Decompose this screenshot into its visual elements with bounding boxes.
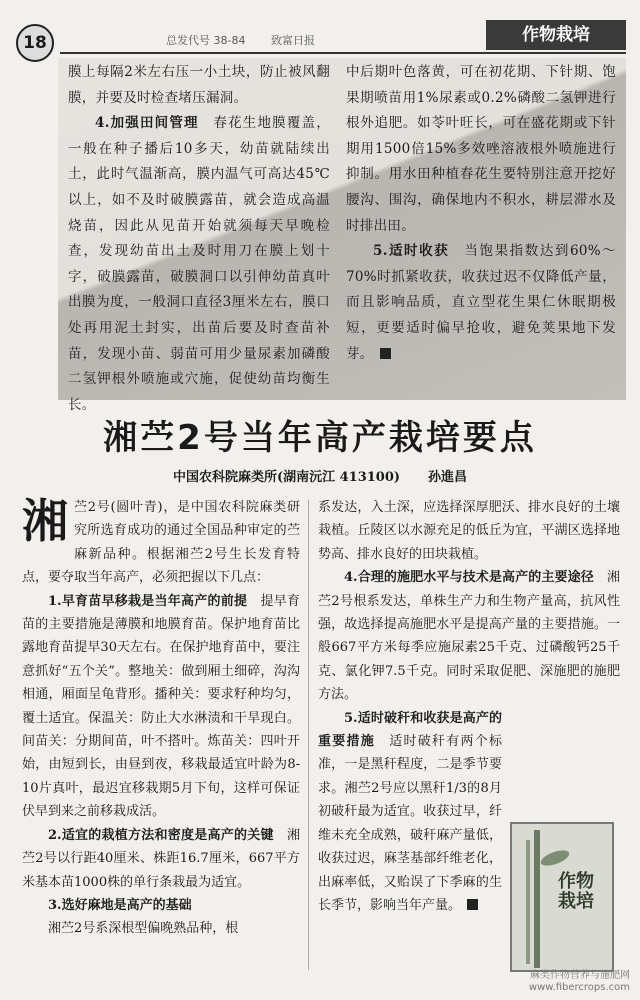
section2-body: 湘苎2号以行距40厘米、株距16.7厘米，667平方米基本苗1000株的单行条栽最为适宜。 xyxy=(22,827,300,890)
issue-code: 总发代号 38-84 xyxy=(166,34,246,47)
watermark xyxy=(500,970,630,994)
end-mark-icon xyxy=(380,348,391,359)
section4-body: 湘苎2号根系发达，单株生产力和生物产量高，抗风性强，故选择提高施肥水平是提高产量的主要措施。一般667平方米每季应施尿素25千克、过磷酸钙25千克、氯化钾7.5千克。同时采取促肥、深施肥的施肥方法。 xyxy=(318,570,620,703)
byline-org: 中国农科院麻类所(湖南沅江 413100) xyxy=(172,470,401,485)
ramie-stalk-icon-2 xyxy=(534,830,540,968)
top-col1-para1: 膜上每隔2米左右压一小土块，防止被风翻膜，并要及时检查堵压漏洞。 xyxy=(68,64,330,106)
intro-text: 苎2号(圆叶青)，是中国农科院麻类研究所选育成功的通过全国品种审定的苎麻新品种。根据湘苎2号生长发育特点，要夺取当年高产，必须把握以下几点： xyxy=(22,500,300,586)
section5-body: 适时破秆有两个标准，一是黑秆程度，二是季节要求。湘苎2号应以黑秆1/3的8月初破秆最为适宜。收获过早，纤维未充全成熟，破秆麻产量低，收获过迟，麻茎基部纤维老化，出麻率低，又贻误了下季麻的生长季节，影响当年产量。 xyxy=(318,734,502,913)
top-col2-body: 当饱果指数达到60%～70%时抓紧收获，收获过迟不仅降低产量，而且影响品质，直立型花生果仁休眠期极短，更要适时偏早抢收，避免荚果地下发芽。 xyxy=(346,243,616,362)
top-article-column-2 xyxy=(346,60,616,367)
byline-author: 孙進昌 xyxy=(428,470,468,485)
header-rule xyxy=(60,52,626,54)
section1-heading: 1.早育苗早移栽是当年高产的前提 xyxy=(48,593,248,609)
watermark-line2: www.fibercrops.com xyxy=(528,982,630,993)
top-col1-body: 春花生地膜覆盖，一般在种子播后10多天，幼苗就陆续出土，此时气温渐高，膜内温气可高达45℃以上，如不及时破膜露苗，就会造成高温烧苗，因此从见苗开始就须每天早晚检查，发现幼苗出土及时用刀在膜上划十字，破膜露苗，破膜洞口以引伸幼苗真叶出膜为度，一般洞口直径3厘米左右，膜口处再用泥土封实，出苗后要及时查苗补苗，发现小苗、弱苗可用少量尿素加磷酸二氢钾根外喷施或穴施，促使幼苗均衡生长。 xyxy=(68,115,330,413)
logo-text: 作物栽培 xyxy=(558,871,594,912)
top-col1-heading: 4.加强田间管理 xyxy=(95,115,199,132)
section3-body: 系发达，入土深，应选择深厚肥沃、排水良好的土壤栽植。丘陵区以水源充足的低丘为宜，平湖区选择地势高、排水良好的田块栽植。 xyxy=(318,500,620,562)
section-logo-image xyxy=(510,822,614,972)
paper-name: 致富日报 xyxy=(270,34,315,47)
drop-cap: 湘 xyxy=(22,494,68,548)
top-col2-para1: 中后期叶色落黄，可在初花期、下针期、饱果期喷苗用1%尿素或0.2%磷酸二氢钾进行根外追肥。如苓叶旺长，可在盛花期或下针期用1500倍15%多效唑溶液根外喷施进行抑制。用水田种植春花生要特别注意开挖好腰沟、围沟，确保地内不积水，耕层滞水及时排出田。 xyxy=(346,64,616,234)
top-article xyxy=(58,58,626,413)
section-tag: 作物栽培 xyxy=(486,20,626,50)
bottom-article-column-1 xyxy=(22,496,300,941)
section3-heading: 3.选好麻地是高产的基础 xyxy=(48,897,192,913)
column-divider xyxy=(308,500,309,970)
section4-heading: 4.合理的施肥水平与技术是高产的主要途径 xyxy=(344,570,594,586)
header-info xyxy=(166,32,337,48)
section1-body: 提早育苗的主要措施是薄膜和地膜育苗。保护地育苗比露地育苗提早30天左右。在保护地育苗中，要注意抓好“五个关”。整地关：做到厢土细碎，沟沟相通，厢面呈龟背形。播种关：要求籽种均匀，覆土适宜。保温关：防止大水淋渍和干旱现白。间苗关：分期间苗，叶不搭叶。炼苗关：四叶开始，由短到长，由昼到夜，移栽最适宜叶龄为8-10片真叶，最迟宜移栽期5月下旬，这样可保证伏早到来之前移栽成活。 xyxy=(22,593,300,820)
page-number: 18 xyxy=(16,24,54,62)
article-headline: 湘苎2号当年高产栽培要点 xyxy=(103,418,537,458)
section5-heading: 5.适时破秆和收获是高产的重要措施 xyxy=(318,710,502,750)
byline xyxy=(0,466,640,485)
ramie-stalk-icon xyxy=(526,840,530,964)
watermark-line1: 麻类作物营养与施肥网 xyxy=(530,970,630,981)
top-col2-heading: 5.适时收获 xyxy=(373,243,450,260)
leaf-icon xyxy=(539,847,571,869)
top-article-column-1 xyxy=(68,60,330,418)
end-mark-icon-2 xyxy=(467,899,478,910)
section3-body-start: 湘苎2号系深根型偏晚熟品种，根 xyxy=(48,921,239,937)
section2-heading: 2.适宜的栽植方法和密度是高产的关键 xyxy=(48,827,274,843)
